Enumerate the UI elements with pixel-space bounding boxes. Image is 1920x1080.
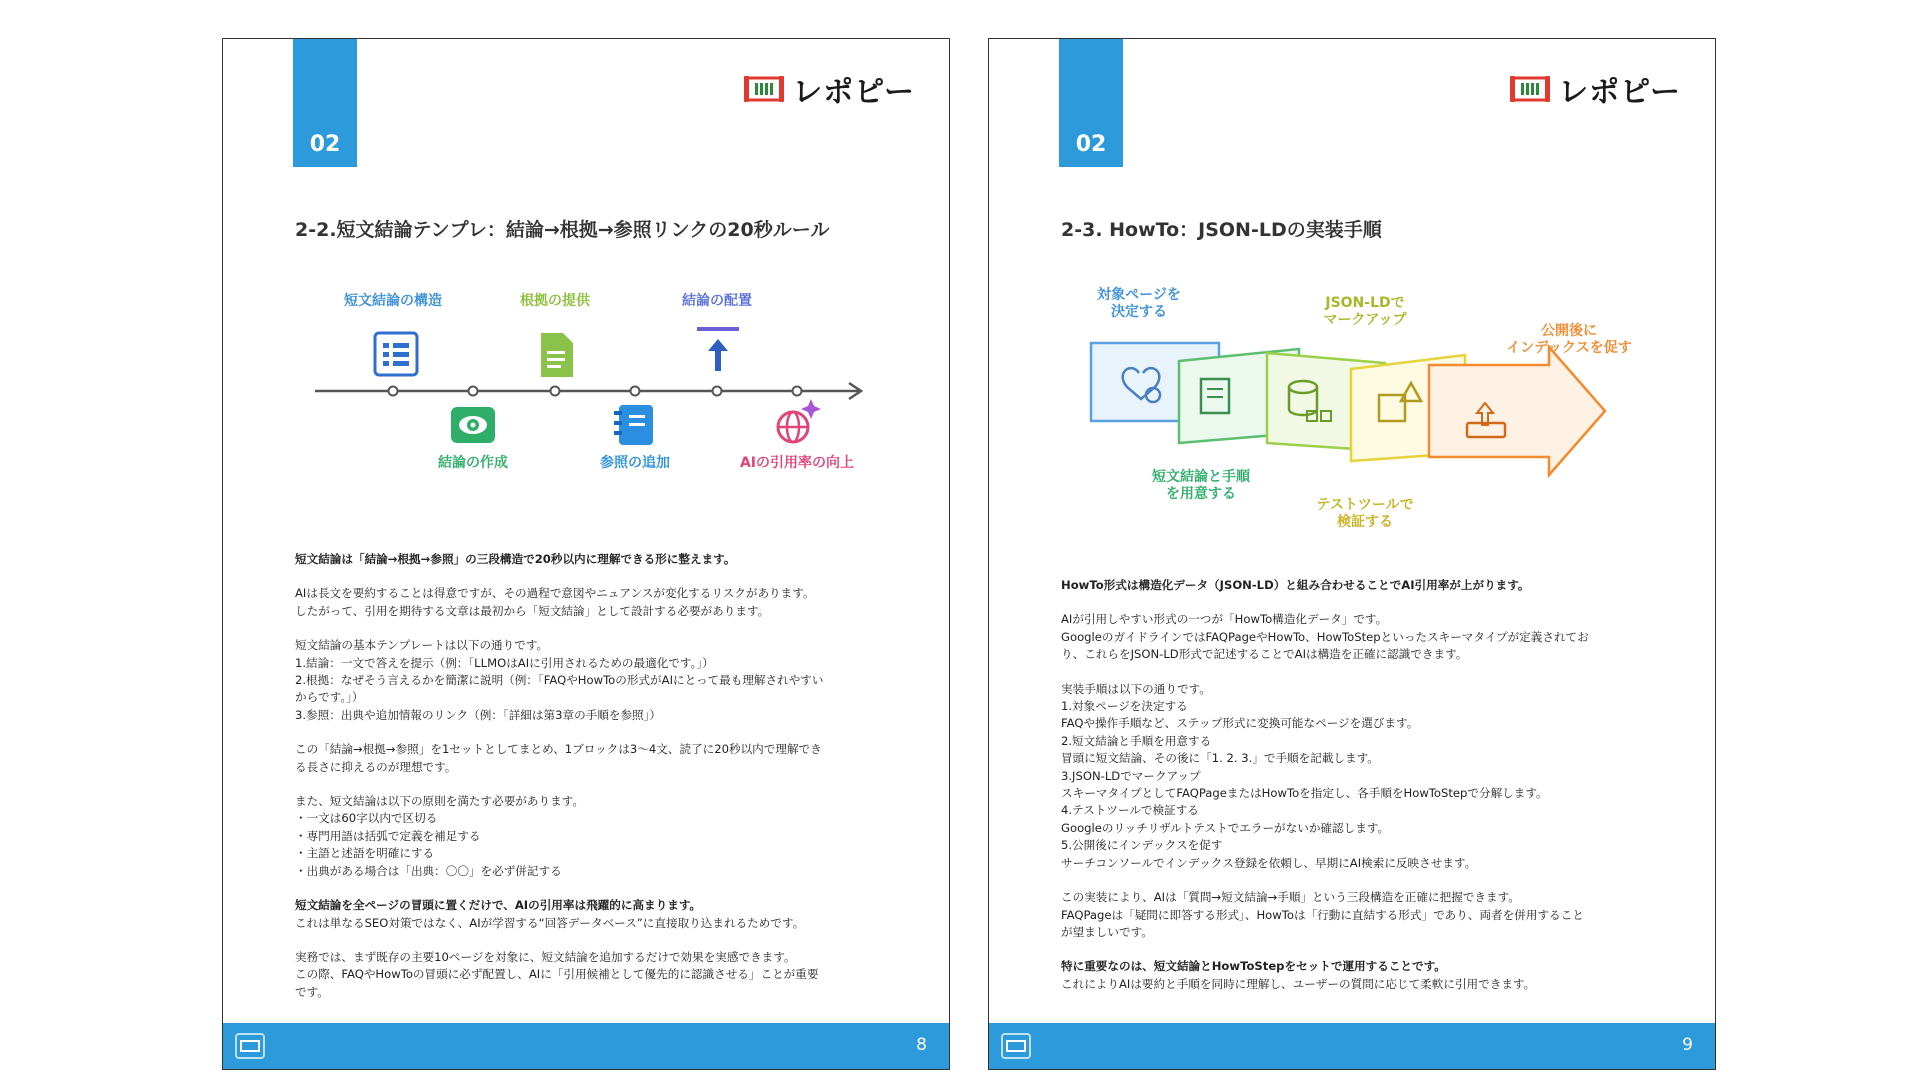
eye-icon (451, 407, 495, 443)
globe-sparkle-icon (778, 399, 821, 442)
notebook-icon (614, 405, 653, 445)
summary-paragraph: 短文結論は「結論→根拠→参照」の三段構造で20秒以内に理解できる形に整えます。 (295, 552, 736, 566)
diagram-label-placement: 結論の配置 (682, 293, 752, 309)
diagram-label-reference: 参照の追加 (600, 455, 670, 471)
paragraph: この実装により、AIは「質問→短文結論→手順」という三段構造を正確に把握できます。 FAQPageは「疑問に即答する形式」、HowToは「行動に直結する形式」であり、両者を併用すること が望ましいです。 (1061, 890, 1584, 939)
steps-list: 実装手順は以下の通りです。 1.対象ページを決定する FAQや操作手順など、ステップ形式に変換可能なページを選びます。 2.短文結論と手順を用意する 冒頭に短文結論、その後に「1. 2. 3.」で手順を記載します。 3.JSON-LDでマークアップ スキーマタイプとしてFAQPageまたはHowToを指定し、各手順をHowToStepで分解します。 4.テストツールで検証する Googleのリッチリザルトテストでエラーがないか確認します。 5.公開後にインデックスを促す サーチコンソールでインデックス登録を依頼し、早期にAI検索に反映させます。 (1061, 681, 1548, 870)
step-label-verify: テストツールで検証する (1316, 497, 1414, 530)
paragraph: 短文結論を全ページの冒頭に置くだけで、AIの引用率は飛躍的に高まります。 これは単なるSEO対策ではなく、AIが学習する“回答データベース”に直接取り込まれるためです。 (295, 898, 805, 930)
step-label-markup: JSON-LDでマークアップ (1323, 295, 1407, 328)
chapter-number: 02 (1075, 132, 1107, 157)
list-icon (375, 333, 417, 375)
brand-logo (1510, 67, 1681, 111)
diagram-label-create: 結論の作成 (438, 455, 508, 471)
logo-icon (744, 73, 784, 105)
page-title: 2-2.短文結論テンプレ：結論→根拠→参照リンクの20秒ルール (295, 219, 830, 241)
logo-text: レポピー (1558, 75, 1681, 110)
brand-logo (744, 67, 915, 111)
summary-paragraph: HowTo形式は構造化データ（JSON-LD）と組み合わせることでAI引用率が上がります。 (1061, 578, 1530, 592)
paragraph: 特に重要なのは、短文結論とHowToStepをセットで運用することです。 これによりAIは要約と手順を同時に理解し、ユーザーの質問に応じて柔軟に引用できます。 (1061, 959, 1536, 991)
footer-logo-icon (1001, 1033, 1031, 1059)
paragraph: AIは長文を要約することは得意ですが、その過程で意図やニュアンスが変化するリスクがあります。 したがって、引用を期待する文章は最初から「短文結論」として設計する必要があります。 (295, 586, 815, 618)
timeline-diagram (283, 291, 883, 471)
paragraph: この「結論→根拠→参照」を1セットとしてまとめ、1ブロックは3〜4文、読了に20秒以内で理解でき る長さに抑えるのが理想です。 (295, 742, 822, 774)
page-number: 8 (916, 1035, 927, 1055)
diagram-label-ai-rate: AIの引用率の向上 (739, 455, 855, 471)
body-text (1061, 577, 1661, 1010)
logo-icon (1510, 73, 1550, 105)
step-label-prepare: 短文結論と手順を用意する (1152, 469, 1250, 502)
principles-list: また、短文結論は以下の原則を満たす必要があります。 ・一文は60字以内で区切る ・専門用語は括弧で定義を補足する ・主語と述語を明確にする ・出典がある場合は「出典：〇〇」を必ず併記する (295, 794, 584, 878)
document-page-9 (988, 38, 1716, 1070)
placement-arrow-icon (697, 327, 739, 371)
paragraph: AIが引用しやすい形式の一つが「HowTo構造化データ」です。 GoogleのガイドラインではFAQPageやHowTo、HowToStepといったスキーマタイプが定義されてお り、これらをJSON-LD形式で記述することでAIは構造を正確に認識できます。 (1061, 612, 1589, 662)
diagram-label-structure: 短文結論の構造 (344, 293, 442, 309)
diagram-label-evidence: 根拠の提供 (520, 293, 590, 309)
chapter-number: 02 (309, 132, 341, 157)
page-footer (223, 1023, 949, 1069)
page-number: 9 (1682, 1035, 1693, 1055)
document-icon (541, 333, 573, 377)
logo-text: レポピー (792, 75, 915, 110)
step-label-target: 対象ページを決定する (1097, 287, 1181, 320)
page-title: 2-3. HowTo：JSON-LDの実装手順 (1061, 219, 1382, 241)
step-label-index: 公開後にインデックスを促す (1506, 323, 1632, 356)
template-list: 短文結論の基本テンプレートは以下の通りです。 1.結論：一文で答えを提示（例：「LLMOはAIに引用されるための最適化です。」） 2.根拠：なぜそう言えるかを簡潔に説明（例：「FAQやHowToの形式がAIにとって最も理解されやすい からです。」） 3.参照：出典や追加情報のリンク（例：「詳細は第3章の手順を参照」） (295, 638, 824, 722)
document-page-8 (222, 38, 950, 1070)
page-footer (989, 1023, 1715, 1069)
chapter-tab (293, 39, 357, 167)
steps-diagram (1049, 283, 1649, 573)
paragraph: 実務では、まず既存の主要10ページを対象に、短文結論を追加するだけで効果を実感できます。 この際、FAQやHowToの冒頭に必ず配置し、AIに「引用候補として優先的に認識させる」ことが重要 です。 (295, 949, 819, 999)
body-text (295, 551, 895, 1018)
step-panel-publish (1429, 347, 1605, 475)
footer-logo-icon (235, 1033, 265, 1059)
chapter-tab (1059, 39, 1123, 167)
